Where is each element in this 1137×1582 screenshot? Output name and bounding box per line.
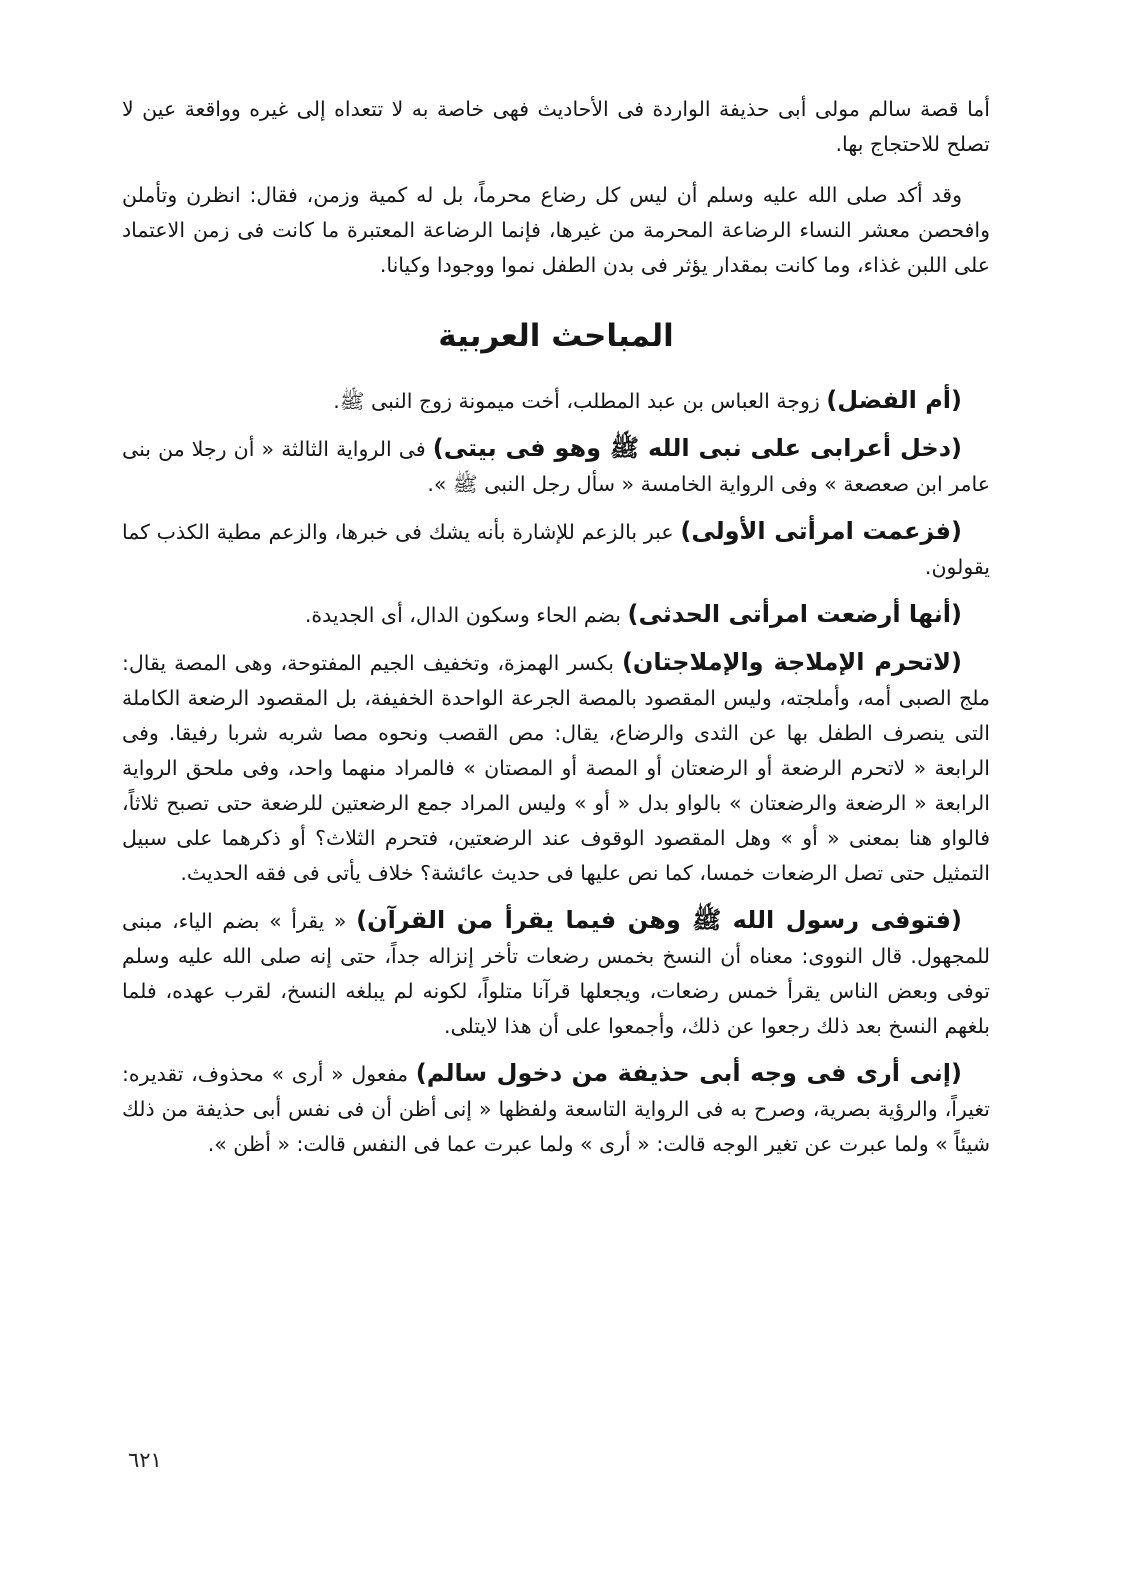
entry-dakhala-arabi <box>122 431 990 502</box>
entry-inni-ara <box>122 1056 990 1162</box>
entry-ardaat <box>122 597 990 633</box>
entry-term: (دخل أعرابى على نبى الله ﷺ وهو فى بيتى) <box>432 434 962 462</box>
entry-text: بكسر الهمزة، وتخفيف الجيم المفتوحة، وهى المصة يقال: ملج الصبى أمه، وأملجته، وليس المقصود بالمصة الجرعة الواحدة الخفيفة، بل المقصود الرضعة الكاملة التى ينصرف الطفل بها عن الثدى والرضاع، يقال: مص القصب ونحوه مصا شربه شربا رفيقا. وفى الرابعة « لاتحرم الرضعة أو الرضعتان أو المصة أو المصتان » فالمراد منهما واحد، وفى ملحق الرواية الرابعة « الرضعة والرضعتان » بالواو بدل « أو » وليس المراد جمع الرضعتين للرضعة حتى تصبح ثلاثاً، فالواو هنا بمعنى « أو » وهل المقصود الوقوف عند الرضعتين، فتحرم الثلاث؟ أو ذكرهما على سبيل التمثيل حتى تصل الرضعات خمسا، كما نص عليها فى حديث عائشة؟ خلاف يأتى فى فقه الحديث. <box>122 651 990 885</box>
entry-umm-al-fadl <box>122 383 990 419</box>
entry-text: « يقرأ » بضم الياء، مبنى للمجهول. قال النووى: معناه أن النسخ بخمس رضعات تأخر إنزاله جداً، حتى إنه صلى الله عليه وسلم توفى وبعض الناس يقرأ خمس رضعات، ويجعلها قرآنا متلواً، لكونه لم يبلغه النسخ، لقرب عهده، فلما بلغهم النسخ بعد ذلك رجعوا عن ذلك، وأجمعوا على أن هذا لايتلى. <box>122 909 990 1038</box>
entry-imlaja <box>122 645 990 891</box>
entry-term: (فزعمت امرأتى الأولى) <box>680 517 962 545</box>
page-number: ٦٢١ <box>128 1448 162 1472</box>
entry-tuwuffiya <box>122 903 990 1044</box>
section-title: المباحث العربية <box>438 318 674 354</box>
entry-term: (إنى أرى فى وجه أبى حذيفة من دخول سالم) <box>415 1059 962 1087</box>
entry-term: (لاتحرم الإملاجة والإملاجتان) <box>621 648 962 676</box>
entry-text: فى الرواية الثالثة « أن رجلا من بنى عامر ابن صعصعة » وفى الرواية الخامسة « سأل رجل النبى ﷺ ». <box>122 437 990 496</box>
entry-term: (فتوفى رسول الله ﷺ وهن فيما يقرأ من القرآن) <box>356 906 962 934</box>
page-body <box>122 92 990 1162</box>
entry-text: بضم الحاء وسكون الدال، أى الجديدة. <box>304 603 628 627</box>
entry-fazaamat <box>122 514 990 585</box>
entry-text: عبر بالزعم للإشارة بأنه يشك فى خبرها، والزعم مطية الكذب كما يقولون. <box>122 520 990 579</box>
entry-term: (أم الفضل) <box>826 386 962 414</box>
entry-term: (أنها أرضعت امرأتى الحدثى) <box>627 600 962 628</box>
entry-text: زوجة العباس بن عبد المطلب، أخت ميمونة زوج النبى ﷺ. <box>333 389 827 413</box>
intro-paragraph-1: أما قصة سالم مولى أبى حذيفة الواردة فى الأحاديث فهى خاصة به لا تتعداه إلى غيره وواقعة عين لا تصلح للاحتجاج بها. <box>122 97 990 156</box>
intro-paragraph-2: وقد أكد صلى الله عليه وسلم أن ليس كل رضاع محرماً، بل له كمية وزمن، فقال: انظرن وتأملن وافحصن معشر النساء الرضاعة المحرمة من غيرها، فإنما الرضاعة المعتبرة ما كانت فى زمن الاعتماد على اللبن غذاء، وما كانت بمقدار يؤثر فى بدن الطفل نموا ووجودا وكيانا. <box>122 183 990 277</box>
entry-text: مفعول « أرى » محذوف، تقديره: تغيراً، والرؤية بصرية، وصرح به فى الرواية التاسعة ولفظها « إنى أظن أن فى نفس أبى حذيفة من ذلك شيئاً » ولما عبرت عن تغير الوجه قالت: « أرى » ولما عبرت عما فى النفس قالت: « أظن ». <box>122 1062 990 1156</box>
